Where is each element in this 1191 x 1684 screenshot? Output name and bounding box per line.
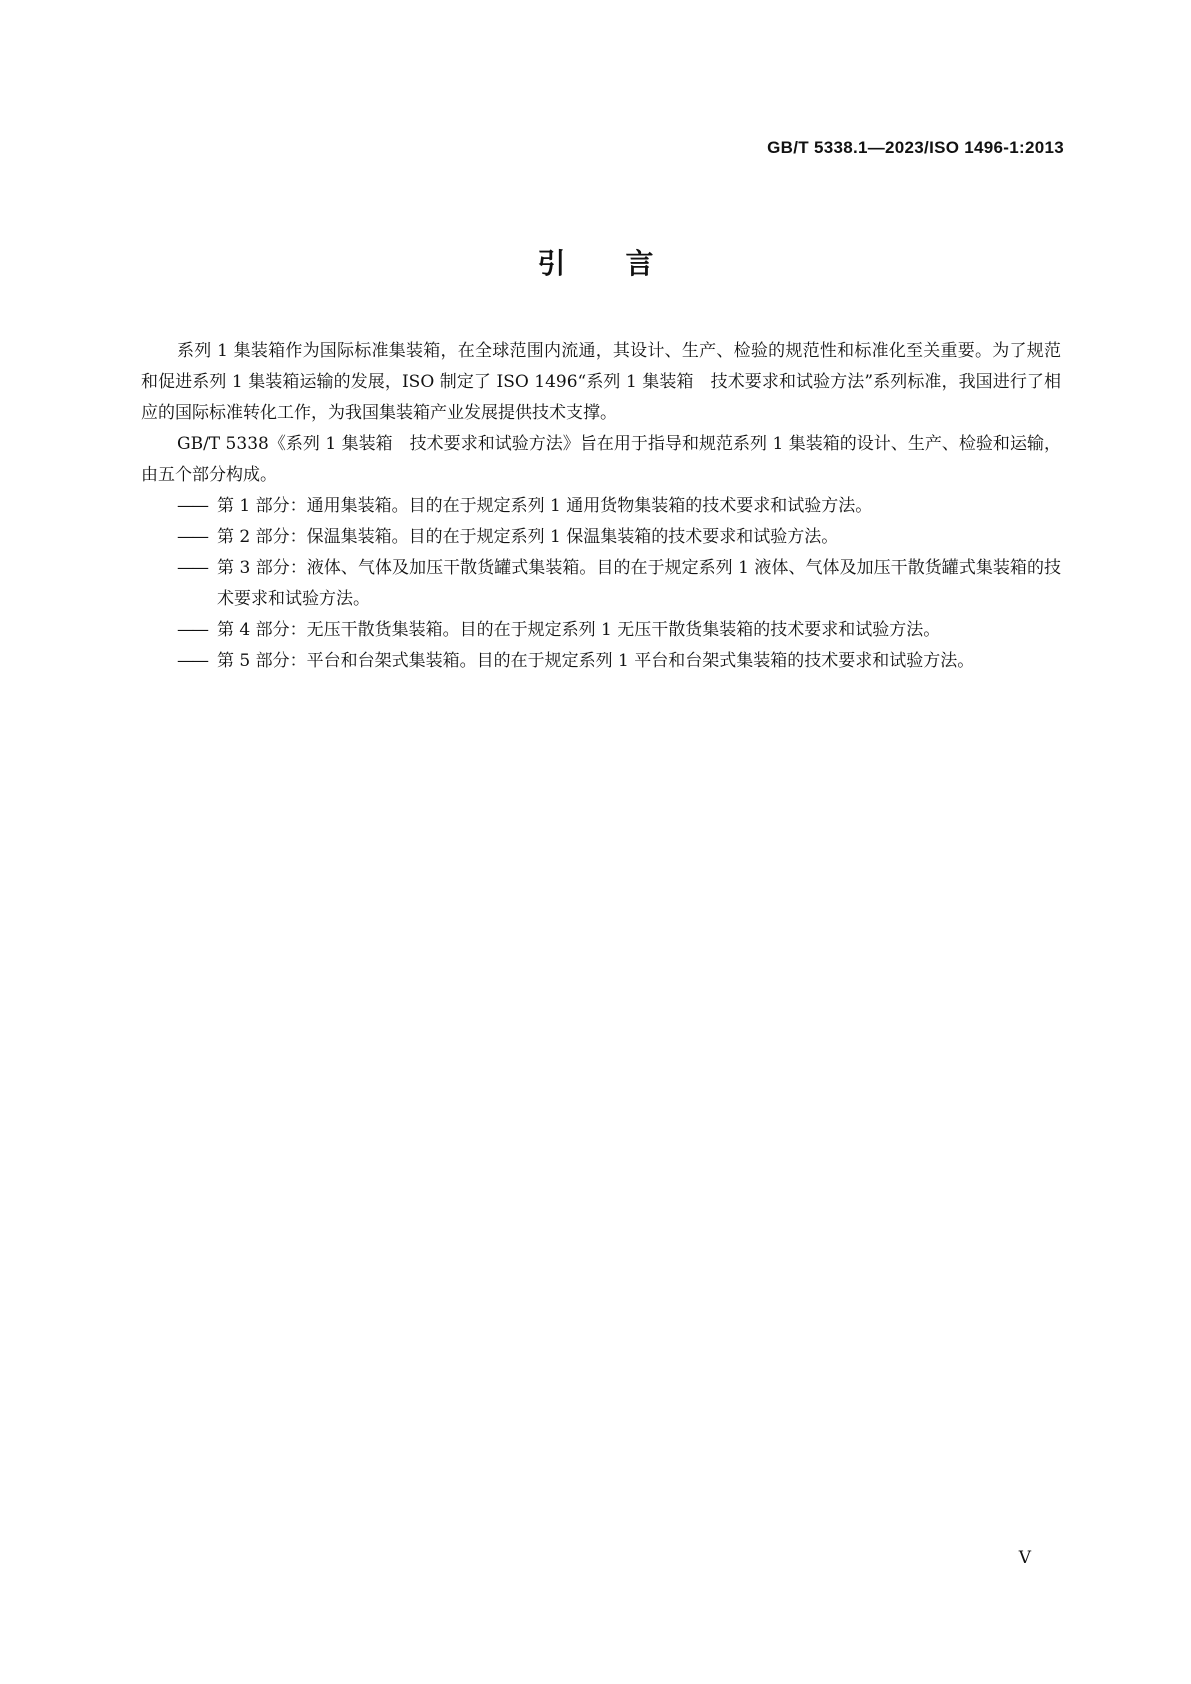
standard-code-header: GB/T 5338.1—2023/ISO 1496-1:2013	[767, 138, 1064, 157]
document-body	[141, 336, 1061, 677]
list-dash: ——	[177, 527, 207, 547]
list-dash: ——	[177, 620, 207, 640]
list-item	[141, 522, 1061, 553]
list-item	[141, 646, 1061, 677]
part-2-text: 第 2 部分：保温集装箱。目的在于规定系列 1 保温集装箱的技术要求和试验方法。	[217, 527, 839, 547]
intro-paragraph-1: 系列 1 集装箱作为国际标准集装箱，在全球范围内流通，其设计、生产、检验的规范性和标准化至关重要。为了规范和促进系列 1 集装箱运输的发展，ISO 制定了 ISO 1496“系列 1 集装箱 技术要求和试验方法”系列标准，我国进行了相应的国际标准转化工作，为我国集装箱产业发展提供技术支撑。	[141, 341, 1061, 423]
parts-list	[141, 491, 1061, 677]
list-item	[141, 615, 1061, 646]
page-title: 引言	[537, 247, 714, 280]
list-item	[141, 553, 1061, 615]
part-3-text: 第 3 部分：液体、气体及加压干散货罐式集装箱。目的在于规定系列 1 液体、气体及加压干散货罐式集装箱的技术要求和试验方法。	[217, 558, 1061, 609]
list-dash: ——	[177, 651, 207, 671]
list-dash: ——	[177, 558, 207, 578]
part-5-text: 第 5 部分：平台和台架式集装箱。目的在于规定系列 1 平台和台架式集装箱的技术要求和试验方法。	[217, 651, 975, 671]
part-4-text: 第 4 部分：无压干散货集装箱。目的在于规定系列 1 无压干散货集装箱的技术要求和试验方法。	[217, 620, 941, 640]
part-1-text: 第 1 部分：通用集装箱。目的在于规定系列 1 通用货物集装箱的技术要求和试验方法。	[217, 496, 873, 516]
page-number: V	[1018, 1548, 1031, 1568]
list-item	[141, 491, 1061, 522]
list-dash: ——	[177, 496, 207, 516]
intro-paragraph-2: GB/T 5338《系列 1 集装箱 技术要求和试验方法》旨在用于指导和规范系列 1 集装箱的设计、生产、检验和运输，由五个部分构成。	[141, 434, 1061, 485]
